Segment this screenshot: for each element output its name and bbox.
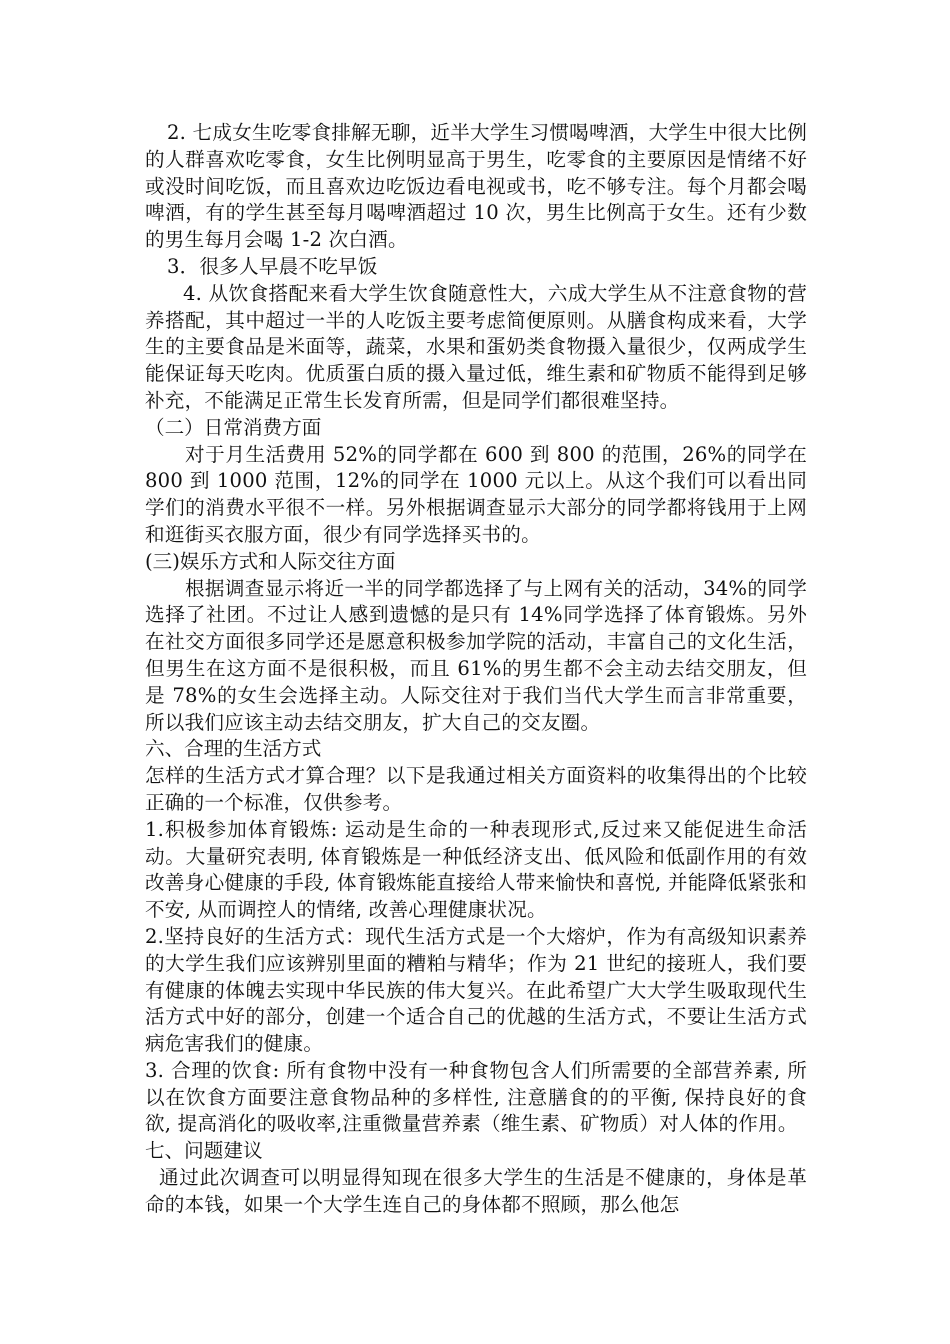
paragraph-snacks-and-beer: 2. 七成女生吃零食排解无聊，近半大学生习惯喝啤酒，大学生中很大比例的人群喜欢吃零食，女生比例明显高于男生，吃零食的主要原因是情绪不好或没时间吃饭，而且喜欢边吃饭边看电视或书，吃不够专注。每个月都会喝啤酒，有的学生甚至每月喝啤酒超过 10 次，男生比例高于女生。还有少数的男生每月会喝 1-2 次白酒。 [145,121,807,252]
paragraph-entertainment-social: 根据调查显示将近一半的同学都选择了与上网有关的活动，34%的同学选择了社团。不过让人感到遗憾的是只有 14%同学选择了体育锻炼。另外在社交方面很多同学还是愿意积极参加学院的活动，丰富自己的文化生活，但男生在这方面不是很积极，而且 61%的男生都不会主动去结交朋友，但是 78%的女生会选择主动。人际交往对于我们当代大学生而言非常重要，所以我们应该主动去结交朋友，扩大自己的交友圈。 [145,576,807,734]
paragraph-monthly-spending: 对于月生活费用 52%的同学都在 600 到 800 的范围，26%的同学在 800 到 1000 范围，12%的同学在 1000 元以上。从这个我们可以看出同学们的消费水平很不一样。另外根据调查显示大部分的同学都将钱用于上网和逛街买衣服方面，很少有同学选择买书的。 [145,442,807,546]
paragraph-diet-combination: 4. 从饮食搭配来看大学生饮食随意性大，六成大学生从不注意食物的营养搭配，其中超过一半的人吃饭主要考虑简便原则。从膳食构成来看，大学生的主要食品是米面等，蔬菜，水果和蛋奶类食物摄入量很少，仅两成学生能保证每天吃肉。优质蛋白质的摄入量过低，维生素和矿物质不能得到足够补充，不能满足正常生长发育所需，但是同学们都很难坚持。 [145,281,807,412]
paragraph-no-breakfast: 3．很多人早晨不吃早饭 [167,254,378,278]
section-heading-suggestions: 七、问题建议 [145,1139,263,1163]
section-heading-reasonable-lifestyle: 六、合理的生活方式 [145,737,322,761]
paragraph-suggestions: 通过此次调查可以明显得知现在很多大学生的生活是不健康的，身体是革命的本钱，如果一个大学生连自己的身体都不照顾，那么他怎 [145,1166,807,1216]
paragraph-lifestyle-intro: 怎样的生活方式才算合理？以下是我通过相关方面资料的收集得出的个比较正确的一个标准，仅供参考。 [145,764,807,814]
section-heading-daily-spending: （二）日常消费方面 [145,415,322,439]
section-heading-entertainment-social: (三)娱乐方式和人际交往方面 [145,549,396,573]
document-body [145,120,807,1219]
paragraph-reasonable-diet: 3. 合理的饮食: 所有食物中没有一种食物包含人们所需要的全部营养素, 所以在饮食方面要注意食物品种的多样性, 注意膳食的的平衡, 保持良好的食欲, 提高消化的吸收率,注重微量营养素（维生素、矿物质）对人体的作用。 [145,1058,807,1136]
paragraph-physical-exercise: 1.积极参加体育锻炼: 运动是生命的一种表现形式,反过来又能促进生命活动。大量研究表明, 体育锻炼是一种低经济支出、低风险和低副作用的有效改善身心健康的手段, 体育锻炼能直接给人带来愉快和喜悦, 并能降低紧张和不安, 从而调控人的情绪, 改善心理健康状况。 [145,817,807,922]
paragraph-good-lifestyle: 2.坚持良好的生活方式：现代生活方式是一个大熔炉，作为有高级知识素养的大学生我们应该辨别里面的糟粕与精华；作为 21 世纪的接班人，我们要有健康的体魄去实现中华民族的伟大复兴。在此希望广大大学生吸取现代生活方式中好的部分，创建一个适合自己的优越的生活方式，不要让生活方式病危害我们的健康。 [145,924,807,1056]
